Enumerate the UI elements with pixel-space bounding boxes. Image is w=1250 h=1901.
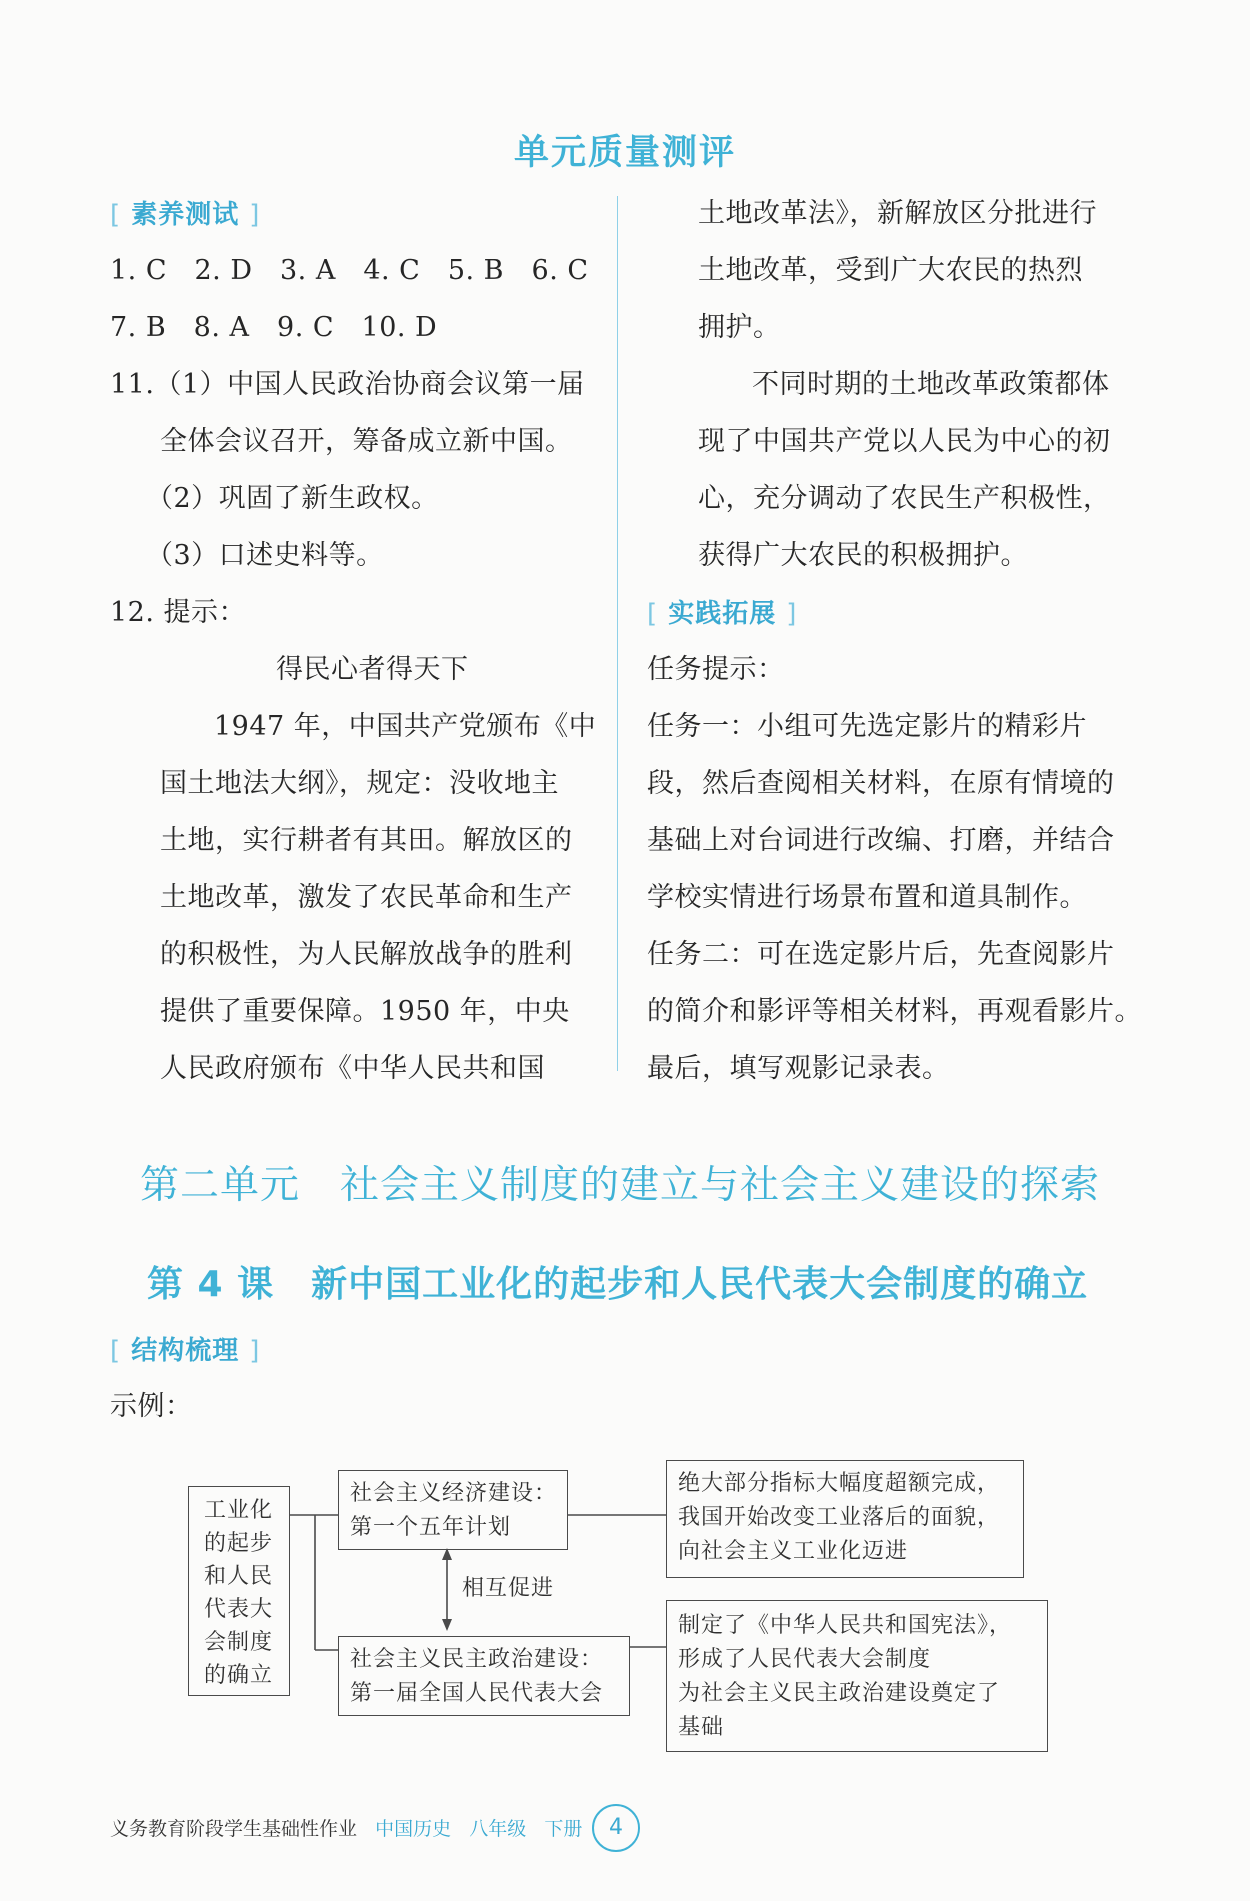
- page-title: 单元质量测评: [513, 133, 736, 173]
- diagram-pol-box: [338, 1636, 630, 1716]
- essay-line: 的积极性，为人民解放战争的胜利: [160, 939, 573, 970]
- footer: [110, 1814, 582, 1841]
- arrow-down-icon: [442, 1619, 452, 1631]
- answer-12-hint: 12. 提示：: [110, 597, 247, 628]
- answer-11-part2: （2）巩固了新生政权。: [146, 483, 439, 514]
- root-line: 代表大: [204, 1597, 274, 1622]
- root-line: 和人民: [204, 1564, 274, 1589]
- section-tag-label: 结构梳理: [131, 1336, 240, 1366]
- essay-line: 土地改革，激发了农民革命和生产: [160, 882, 573, 913]
- essay-summary-line: 现了中国共产党以人民为中心的初: [698, 426, 1111, 457]
- diagram-pol-text: [350, 1643, 603, 1711]
- econ-result-line: 向社会主义工业化迈进: [678, 1539, 909, 1564]
- answers-row-2: 7. B 8. A 9. C 10. D: [110, 312, 438, 343]
- root-line: 的起步: [204, 1531, 274, 1556]
- answer-11-part1a: 11.（1）中国人民政治协商会议第一届: [110, 369, 585, 400]
- diagram-econ-box: [338, 1470, 568, 1550]
- essay-continued-line: 拥护。: [698, 312, 781, 343]
- essay-line: 土地，实行耕者有其田。解放区的: [160, 825, 573, 856]
- section-tag-label: 素养测试: [131, 200, 240, 230]
- essay-line: 国土地法大纲》，规定：没收地主: [160, 768, 559, 799]
- econ-result-line: 我国开始改变工业落后的面貌，: [678, 1505, 1001, 1530]
- task-line: 基础上对台词进行改编、打磨，并结合: [647, 825, 1115, 856]
- unit-title: 第二单元 社会主义制度的建立与社会主义建设的探索: [140, 1163, 1101, 1208]
- footer-term: 下册: [544, 1818, 583, 1840]
- footer-subject: 中国历史: [375, 1818, 452, 1840]
- essay-title: 得民心者得天下: [276, 654, 469, 685]
- diagram-pol-result-box: [666, 1600, 1048, 1752]
- task-hint-label: 任务提示：: [647, 654, 785, 685]
- essay-line: 提供了重要保障。1950 年，中央: [160, 996, 570, 1027]
- pol-line: 第一届全国人民代表大会: [350, 1681, 604, 1706]
- page-number: 4: [592, 1804, 640, 1852]
- task-line: 最后，填写观影记录表。: [647, 1053, 950, 1084]
- diagram-econ-text: [350, 1477, 557, 1545]
- pol-line: 社会主义民主政治建设：: [350, 1647, 604, 1672]
- root-line: 的确立: [204, 1663, 274, 1688]
- section-tag-label: 实践拓展: [668, 599, 777, 629]
- footer-grade: 八年级: [469, 1818, 527, 1840]
- section-tag-literacy-test: [ 素养测试 ]: [110, 200, 261, 230]
- section-tag-practice: [ 实践拓展 ]: [647, 599, 798, 629]
- answers-row-1: 1. C 2. D 3. A 4. C 5. B 6. C: [110, 255, 589, 286]
- answer-11-part3: （3）口述史料等。: [146, 540, 384, 571]
- pol-result-line: 为社会主义民主政治建设奠定了: [678, 1681, 1001, 1706]
- example-label: 示例：: [110, 1391, 193, 1422]
- footer-series: 义务教育阶段学生基础性作业: [110, 1818, 358, 1840]
- task-line: 任务一：小组可先选定影片的精彩片: [647, 711, 1087, 742]
- diagram-econ-result-box: [666, 1460, 1024, 1578]
- task-line: 任务二：可在选定影片后，先查阅影片: [647, 939, 1115, 970]
- econ-result-line: 绝大部分指标大幅度超额完成，: [678, 1471, 1001, 1496]
- root-line: 会制度: [204, 1630, 274, 1655]
- pol-result-line: 形成了人民代表大会制度: [678, 1647, 932, 1672]
- section-tag-structure: [ 结构梳理 ]: [110, 1336, 261, 1366]
- diagram-root-box: [188, 1486, 290, 1696]
- task-line: 的简介和影评等相关材料，再观看影片。: [647, 996, 1142, 1027]
- task-line: 学校实情进行场景布置和道具制作。: [647, 882, 1087, 913]
- diagram-econ-result-text: [678, 1467, 1000, 1569]
- root-line: 工业化: [204, 1498, 274, 1523]
- diagram-mutual-label: 相互促进: [462, 1576, 555, 1601]
- task-line: 段，然后查阅相关材料，在原有情境的: [647, 768, 1115, 799]
- lesson-title: 第 4 课 新中国工业化的起步和人民代表大会制度的确立: [147, 1264, 1089, 1305]
- essay-line: 1947 年，中国共产党颁布《中: [214, 711, 597, 742]
- essay-continued-line: 土地改革法》，新解放区分批进行: [698, 198, 1097, 229]
- essay-continued-line: 土地改革，受到广大农民的热烈: [698, 255, 1083, 286]
- diagram-root-text: [204, 1494, 273, 1692]
- econ-line: 社会主义经济建设：: [350, 1481, 558, 1506]
- answer-11-part1b: 全体会议召开，筹备成立新中国。: [160, 426, 573, 457]
- econ-line: 第一个五年计划: [350, 1515, 512, 1540]
- column-divider: [617, 196, 618, 1071]
- diagram-pol-result-text: [678, 1609, 1012, 1745]
- pol-result-line: 基础: [678, 1715, 725, 1740]
- essay-summary-line: 获得广大农民的积极拥护。: [698, 540, 1028, 571]
- essay-line: 人民政府颁布《中华人民共和国: [160, 1053, 545, 1084]
- essay-summary-line: 不同时期的土地改革政策都体: [752, 369, 1110, 400]
- pol-result-line: 制定了《中华人民共和国宪法》，: [678, 1613, 1013, 1638]
- essay-summary-line: 心，充分调动了农民生产积极性，: [698, 483, 1111, 514]
- arrow-up-icon: [442, 1548, 452, 1560]
